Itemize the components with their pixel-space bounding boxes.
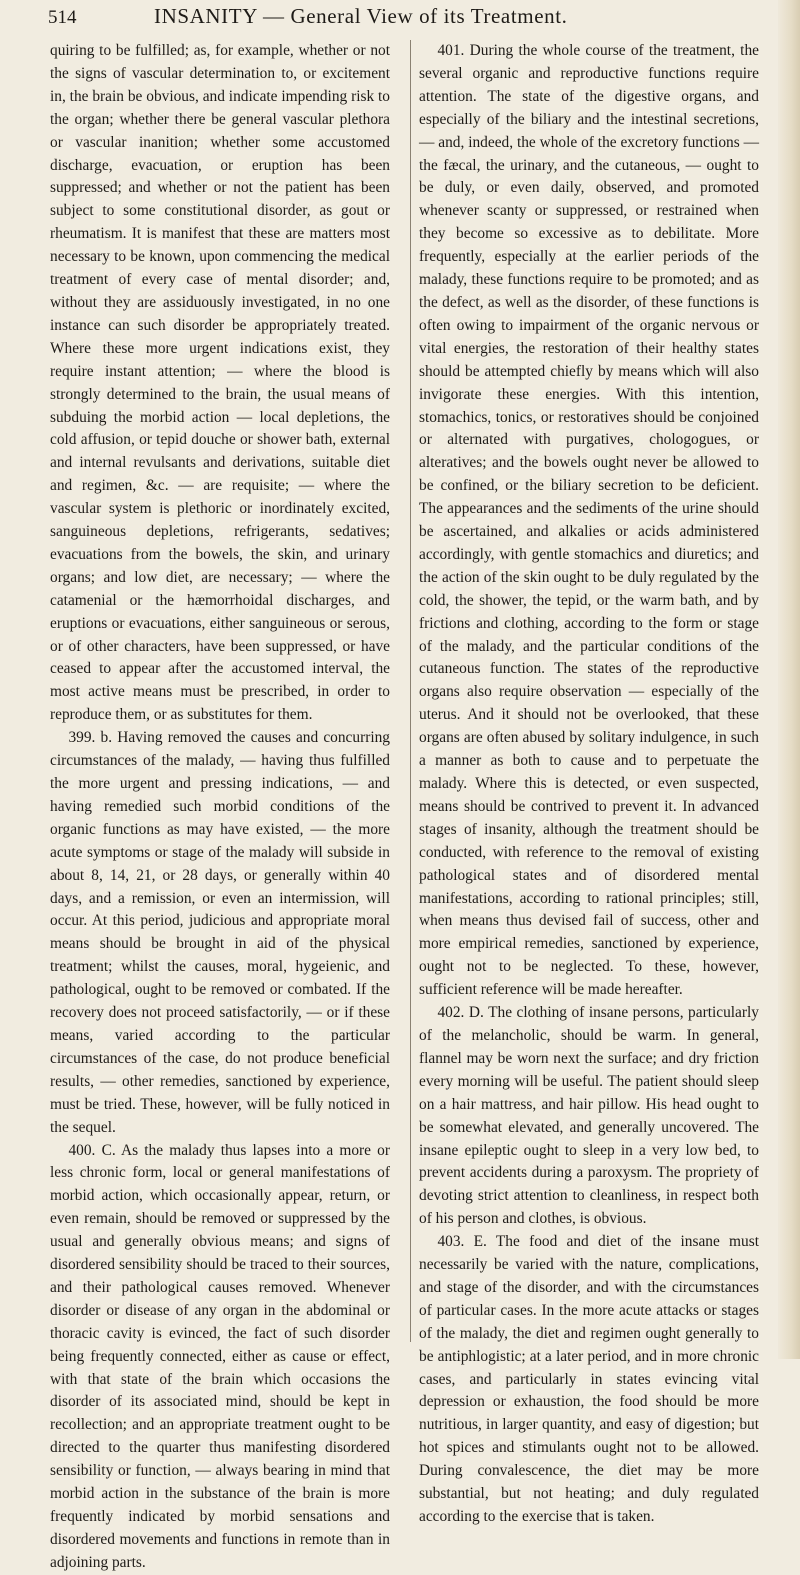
paragraph-p-402: 402. D. The clothing of insane persons, particularly of the melancholic, should be warm. In general, flannel may be worn next the surface; and dry friction every morning will be useful. The patient should sleep on a hair mattress, and hair pillow. His head ought to be somewhat elevated, and generally uncovered. The insane epileptic ought to sleep in a very low bed, to prevent accidents during a paroxysm. The propriety of devoting strict attention to cleanliness, in respect both of his person and clothes, is obvious. (419, 1004, 759, 1228)
paragraph-p-400: 400. C. As the malady thus lapses into a more or less chronic form, local or general manifestations of morbid action, which occasionally appear, return, or even remain, should be removed or suppressed by the usual and generally obvious means; and signs of disordered sensibility should be traced to their sources, and their pathological causes removed. Whenever disorder or disease of any organ in the abdominal or thoracic cavity is evinced, the fact of such disorder being frequently connected, either as cause or effect, with that state of the brain which occasions the disorder of its associated mind, should be kept in recollection; and an appropriate treatment ought to be directed to the quarter thus manifesting disordered sensibility or function, — always bearing in mind that morbid action in the substance of the brain is more frequently indicated by morbid sensations and disordered movements and functions in remote than in adjoining parts. (50, 1141, 390, 1571)
page-number: 514 (48, 7, 77, 28)
paragraph-p-cont-1: quiring to be fulfilled; as, for example, whether or not the signs of vascular determination to, or excitement in, the brain be obvious, and indicate impending risk to the organ; whether there be general vascular plethora or vascular inanition; whether some accustomed discharge, evacuation, or eruption has been suppressed; and whether or not the patient has been subject to some constitutional disorder, as gout or rheumatism. It is manifest that these are matters most necessary to be known, upon commencing the medical treatment of every case of mental disorder; and, without they are assiduously investigated, in no one instance can such disorder be appropriately treated. Where these more urgent indications exist, they require instant attention; — where the blood is strongly determined to the brain, the usual means of subduing the morbid action — local depletions, the cold affusion, or tepid douche or shower bath, external and internal revulsants and derivations, suitable diet and regimen, &c. — are requisite; — where the vascular system is plethoric or inordinately excited, sanguineous depletions, refrigerants, sedatives; evacuations from the bowels, the skin, and urinary organs; and low diet, are necessary; — where the catamenial or the hæmorrhoidal discharges, and eruptions or evacuations, either sanguineous or serous, or of other characters, have been suppressed, or have ceased to appear after the accustomed interval, the most active means must be prescribed, in order to reproduce them, or as substitutes for them. (50, 42, 390, 724)
page-edge (778, 0, 800, 1359)
paragraph-p-401: 401. During the whole course of the treatment, the several organic and reproductive functions require attention. The state of the digestive organs, and especially of the biliary and the intestinal secretions, — and, indeed, the whole of the excretory functions — the fæcal, the urinary, and the cutaneous, — ought to be duly, or even daily, observed, and promoted whenever scanty or suppressed, or restrained when they become so excessive as to debilitate. More frequently, especially at the earlier periods of the malady, these functions require to be promoted; and as the defect, as well as the disorder, of these functions is often owing to impairment of the organic nervous or vital energies, the restoration of their healthy states should be attempted chiefly by means which will also invigorate these energies. With this intention, stomachics, tonics, or restoratives should be conjoined or alternated with purgatives, chologogues, or alteratives; and the bowels ought never be allowed to be confined, or the biliary secretion to be deficient. The appearances and the sediments of the urine should be ascertained, and alkalies or acids administered accordingly, with gentle stomachics and diuretics; and the action of the skin ought to be duly regulated by the cold, the shower, the tepid, or the warm bath, and by frictions and clothing, according to the form or stage of the malady, and the particular conditions of the cutaneous function. The states of the reproductive organs also require observation — especially of the uterus. And it should not be overlooked, that these organs are often abused by solitary indulgence, in such a manner as both to cause and to perpetuate the malady. Where this is detected, or even suspected, means should be contrived to prevent it. In advanced stages of insanity, although the treatment should be conducted, with reference to the removal of existing pathological states and of disordered mental manifestations, according to rational principles; still, when means thus devised fail of success, other and more empirical remedies, sanctioned by experience, ought not to be neglected. To these, however, sufficient reference will be made hereafter. (419, 42, 759, 999)
text-columns (50, 40, 759, 1571)
page-header (48, 4, 768, 34)
left-column (50, 40, 390, 1571)
right-column (410, 40, 759, 1525)
running-title: INSANITY — General View of its Treatment. (154, 4, 568, 28)
paragraph-p-399: 399. b. Having removed the causes and concurring circumstances of the malady, — having thus fulfilled the more urgent and pressing indications, — and having remedied such morbid conditions of the organic functions as may have existed, — the more acute symptoms or stage of the malady will subside in about 8, 14, 21, or 28 days, or generally within 40 days, and a remission, or even an intermission, will occur. At this period, judicious and appropriate moral means should be brought in aid of the physical treatment; whilst the causes, moral, hygeienic, and pathological, ought to be removed or combated. If the recovery does not proceed satisfactorily, — or if these means, varied according to the particular circumstances of the case, do not produce beneficial results, — other remedies, sanctioned by experience, must be tried. These, however, will be fully noticed in the sequel. (50, 729, 390, 1136)
paragraph-p-403: 403. E. The food and diet of the insane must necessarily be varied with the nature, complications, and stage of the disorder, and with the circumstances of particular cases. In the more acute attacks or stages of the malady, the diet and regimen ought generally to be antiphlogistic; at a later period, and in more chronic cases, and particularly in states evincing vital depression or exhaustion, the food should be more nutritious, in larger quantity, and easy of digestion; but hot spices and stimulants ought not to be allowed. During convalescence, the diet may be more substantial, but not heating; and duly regulated according to the exercise that is taken. (419, 1233, 759, 1525)
